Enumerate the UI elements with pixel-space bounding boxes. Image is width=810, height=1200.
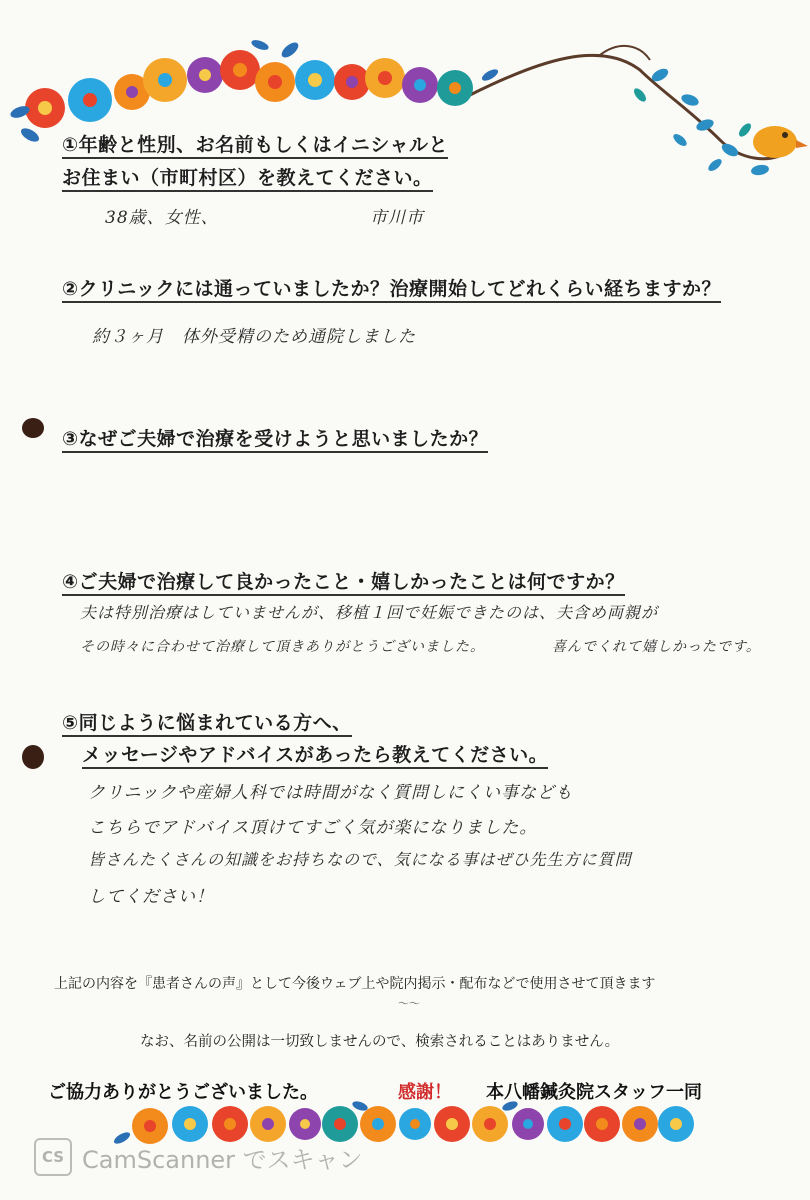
question-3: ③なぜご夫婦で治療を受けようと思いましたか？ [62,424,488,451]
question-5-line-2: メッセージやアドバイスがあったら教えてください。 [82,740,548,767]
answer-1-city: 市川市 [370,208,424,228]
question-5-line-1: ⑤同じように悩まれている方へ、 [62,708,352,735]
answer-2: 約３ヶ月 体外受精のため通院しました [92,327,416,347]
question-1-line-1: ①年齢と性別、お名前もしくはイニシャルと [62,130,448,157]
answer-5-line-1: クリニックや産婦人科では時間がなく質問しにくい事なども [88,783,573,803]
privacy-notice: なお、名前の公開は一切致しませんので、検索されることはありません。 [140,1034,620,1050]
question-2: ②クリニックには通っていましたか？治療開始してどれくらい経ちますか？ [62,274,721,301]
camscanner-logo-icon: CS [34,1138,72,1176]
answer-4-line-2b: 喜んでくれて嬉しかったです。 [552,639,761,655]
ink-dot [22,418,44,438]
usage-notice-tail: 〜〜 [398,997,420,1010]
question-1-line-2: お住まい（市町村区）を教えてください。 [62,163,433,190]
footer-thanks: 感謝！ [398,1082,452,1103]
ink-dot [22,745,44,769]
question-4: ④ご夫婦で治療して良かったこと・嬉しかったことは何ですか？ [62,567,625,594]
camscanner-watermark [34,1138,363,1176]
answer-5-line-4: してください！ [88,887,214,907]
footer-staff: 本八幡鍼灸院スタッフ一同 [486,1082,702,1103]
camscanner-text: CamScanner でスキャン [82,1145,363,1174]
answer-1-age-gender: 38歳、女性、 [105,208,219,228]
answer-4-line-2a: その時々に合わせて治療して頂きありがとうございました。 [80,639,485,655]
answer-5-line-2: こちらでアドバイス頂けてすごく気が楽になりました。 [88,818,538,838]
footer-cooperation: ご協力ありがとうございました。 [48,1082,318,1103]
answer-5-line-3: 皆さんたくさんの知識をお持ちなので、気になる事はぜひ先生方に質問 [88,850,632,869]
answer-4-line-1: 夫は特別治療はしていませんが、移植１回で妊娠できたのは、夫含め両親が [80,603,659,622]
usage-notice: 上記の内容を『患者さんの声』として今後ウェブ上や院内掲示・配布などで使用させて頂きます [54,976,656,992]
